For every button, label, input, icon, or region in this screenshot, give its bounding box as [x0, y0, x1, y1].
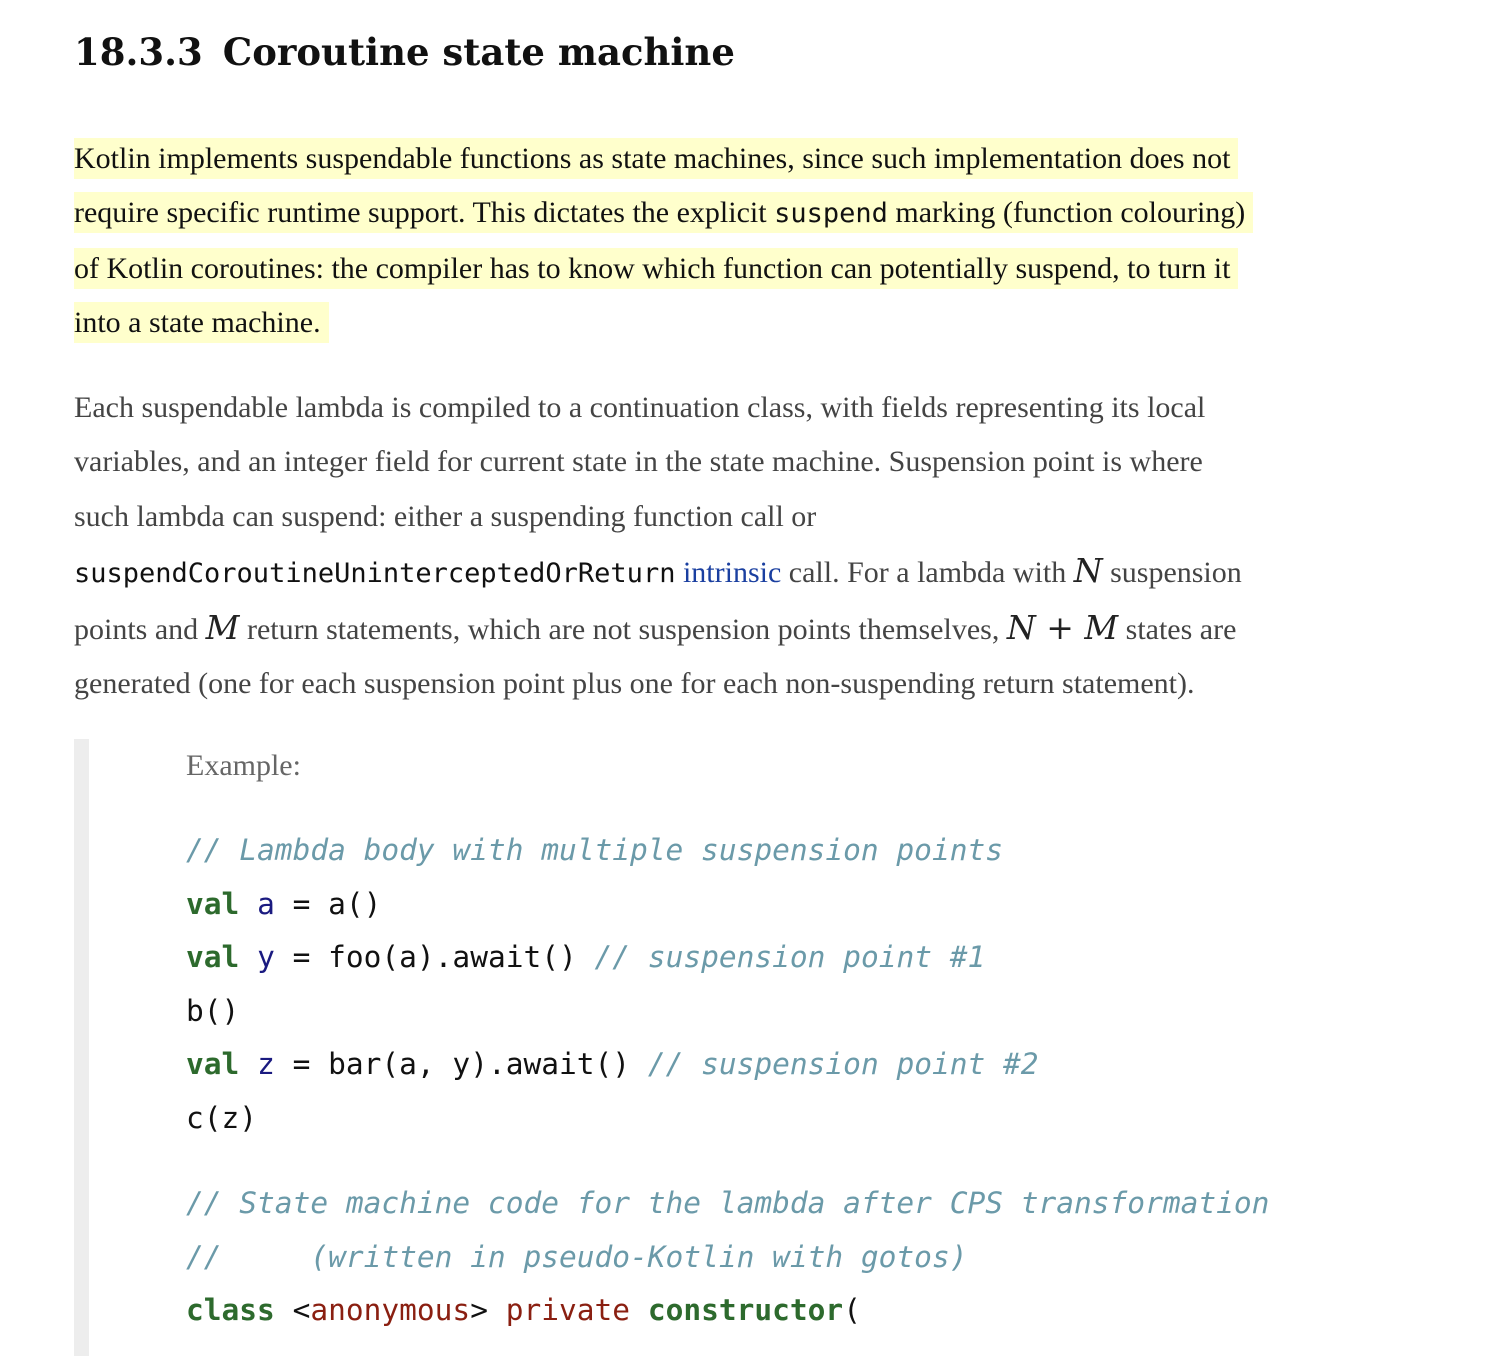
body-paragraph — [74, 381, 1464, 712]
math-m: M — [1084, 608, 1119, 648]
code-comment: // Lambda body with multiple suspension points — [186, 833, 1003, 867]
section-title: Coroutine state machine — [222, 30, 735, 74]
paragraph-line: suspendCoroutineUninterceptedOrReturn intrinsic call. For a lambda with N suspension — [74, 550, 1242, 590]
highlight-line-4: into a state machine. — [74, 302, 329, 343]
code-line: class <anonymous> private constructor( — [186, 1293, 861, 1327]
example-block — [74, 739, 1479, 1356]
code-line: val a = a() — [186, 886, 382, 921]
section-number: 18.3.3 — [74, 30, 203, 74]
code-line: val z = bar(a, y).await() // suspension point #2 — [186, 1047, 1039, 1081]
code-line: val y = foo(a).await() // suspension point #1 — [186, 940, 986, 974]
highlight-line-3: of Kotlin coroutines: the compiler has to know which function can potentially suspend, to turn it — [74, 248, 1238, 289]
math-plus: + — [1035, 608, 1085, 648]
highlight-line-1: Kotlin implements suspendable functions as state machines, since such implementation does not — [74, 138, 1238, 179]
paragraph-line: such lambda can suspend: either a suspending function call or — [74, 499, 817, 533]
paragraph-line: variables, and an integer field for current state in the state machine. Suspension point is where — [74, 445, 1203, 479]
highlighted-paragraph — [74, 132, 1464, 350]
math-n: N — [1006, 608, 1036, 648]
paragraph-line: points and M return statements, which are not suspension points themselves, N + M states are — [74, 608, 1237, 648]
code-comment: // (written in pseudo-Kotlin with gotos) — [186, 1239, 968, 1274]
intrinsic-link[interactable]: intrinsic — [682, 555, 782, 589]
code-comment: // State machine code for the lambda after CPS transformation — [186, 1186, 1270, 1220]
suspend-keyword: suspend — [774, 198, 888, 230]
code-block — [186, 824, 1269, 1338]
paragraph-line: generated (one for each suspension point plus one for each non-suspending return statement). — [74, 667, 1195, 701]
math-m: M — [205, 608, 240, 648]
intrinsic-function-name: suspendCoroutineUninterceptedOrReturn — [74, 557, 676, 589]
code-line: b() — [186, 993, 240, 1028]
highlight-line-2: require specific runtime support. This dictates the explicit suspend marking (function colouring) — [74, 192, 1253, 233]
code-line: c(z) — [186, 1100, 258, 1135]
example-label: Example: — [186, 749, 301, 782]
section-heading — [74, 30, 735, 74]
paragraph-line: Each suspendable lambda is compiled to a continuation class, with fields representing its local — [74, 391, 1206, 424]
code-blank-line — [186, 1145, 1269, 1177]
math-n: N — [1073, 550, 1103, 590]
